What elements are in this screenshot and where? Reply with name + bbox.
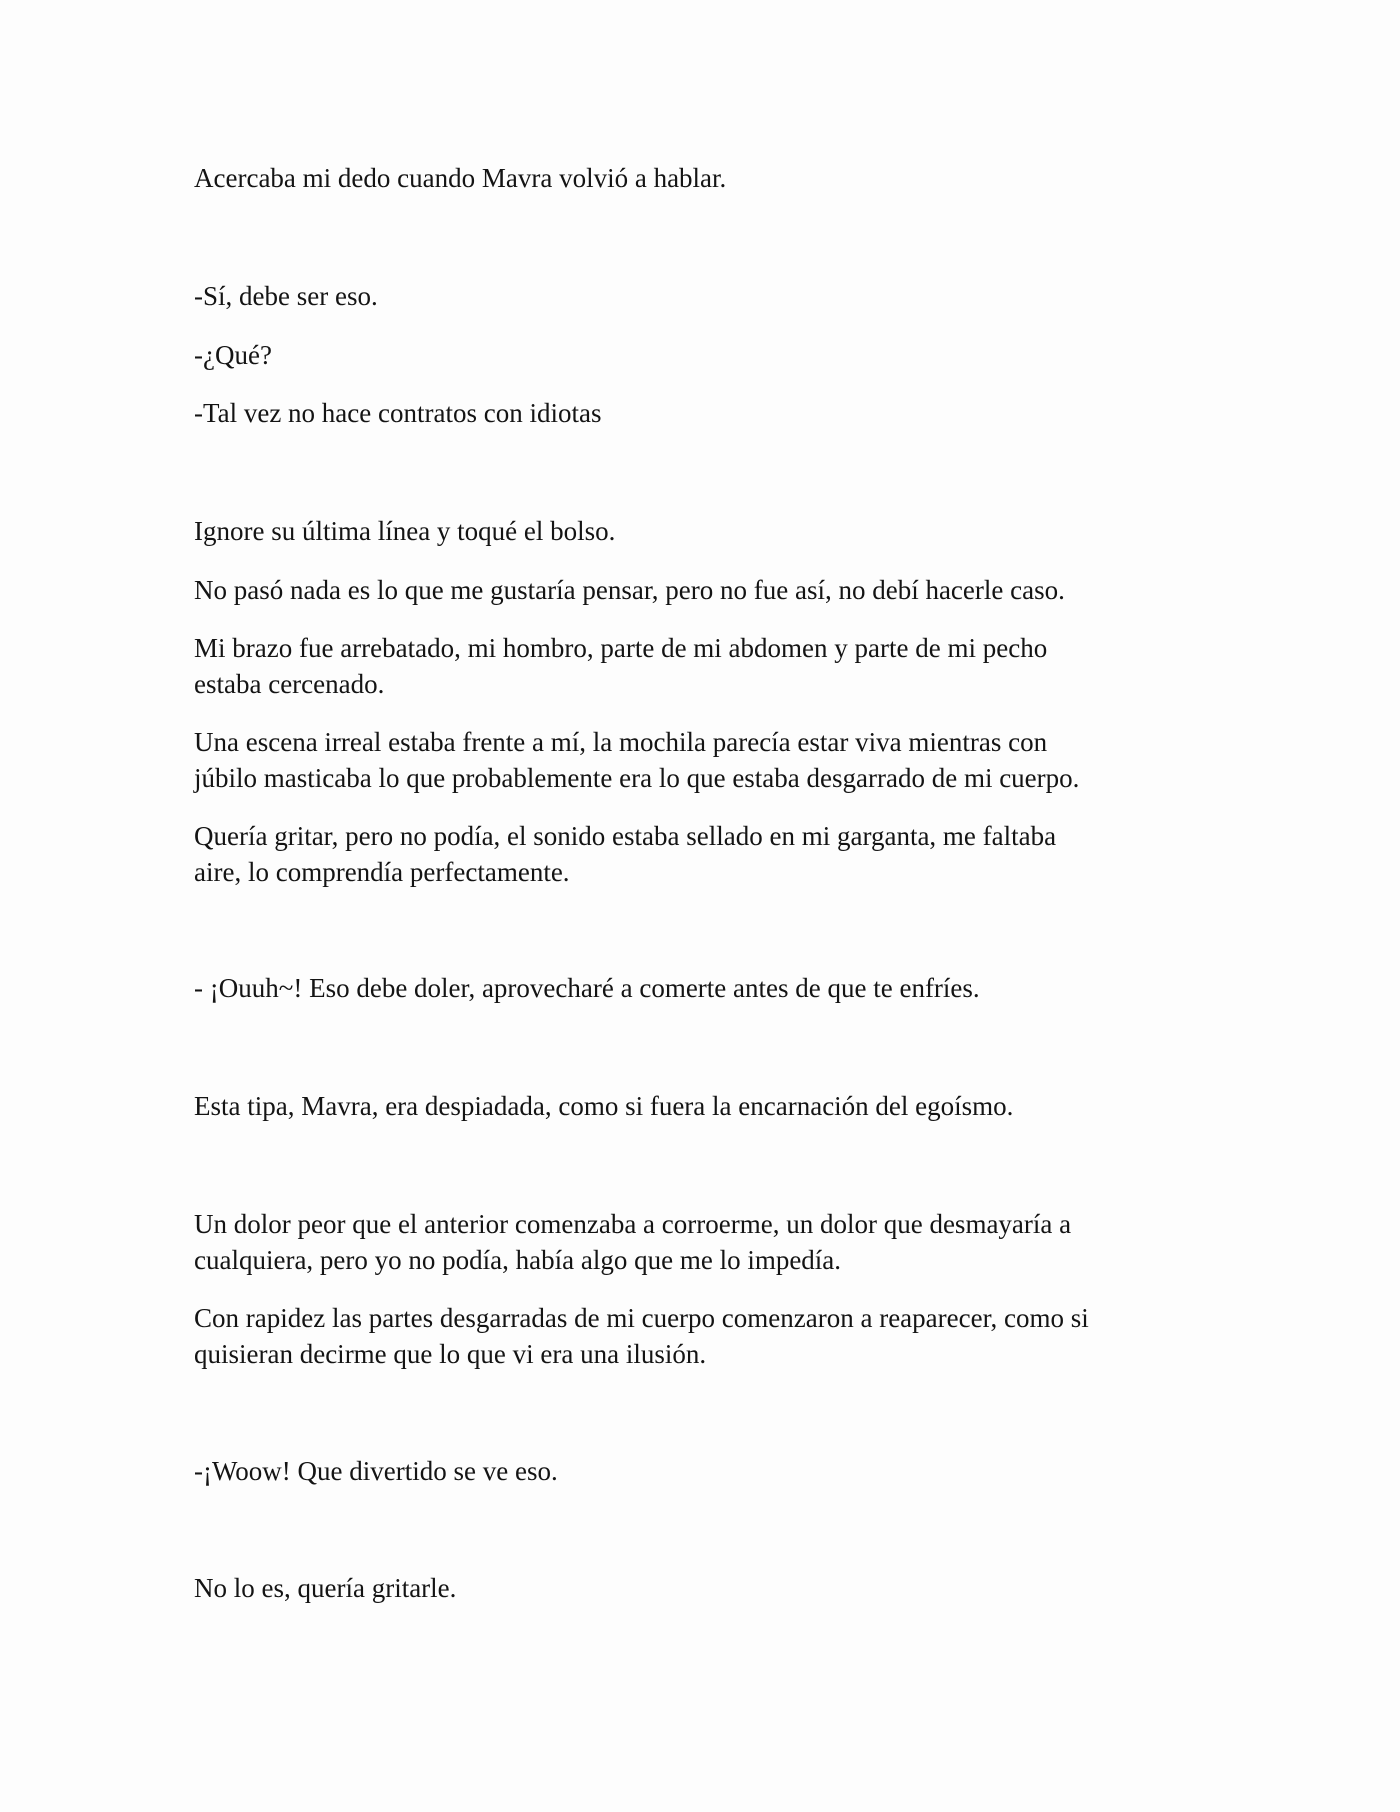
paragraph-8: Un dolor peor que el anterior comenzaba a corroerme, un dolor que desmayaría a cualquiera, pero yo no podía, había algo que me lo impedía.: [194, 1209, 1072, 1275]
paragraph-4: Mi brazo fue arrebatado, mi hombro, parte de mi abdomen y parte de mi pecho estaba cercenado.: [194, 633, 1048, 699]
dialogue-line-5: -¡Woow! Que divertido se ve eso.: [194, 1456, 558, 1486]
paragraph-2: Ignore su última línea y toqué el bolso.: [194, 516, 616, 546]
paragraph-7: Esta tipa, Mavra, era despiadada, como si fuera la encarnación del egoísmo.: [194, 1091, 1014, 1121]
dialogue-line-3: -Tal vez no hace contratos con idiotas: [194, 398, 602, 428]
dialogue-line-4: - ¡Ouuh~! Eso debe doler, aprovecharé a comerte antes de que te enfríes.: [194, 973, 980, 1003]
paragraph-1: Acercaba mi dedo cuando Mavra volvió a hablar.: [194, 163, 727, 193]
dialogue-line-1: -Sí, debe ser eso.: [194, 281, 378, 311]
paragraph-9: Con rapidez las partes desgarradas de mi cuerpo comenzaron a reaparecer, como si quisieran decirme que lo que vi era una ilusión.: [194, 1303, 1089, 1369]
dialogue-line-2: -¿Qué?: [194, 340, 272, 370]
paragraph-6: Quería gritar, pero no podía, el sonido estaba sellado en mi garganta, me faltaba aire, lo comprendía perfectamente.: [194, 821, 1057, 887]
paragraph-5: Una escena irreal estaba frente a mí, la mochila parecía estar viva mientras con júbilo masticaba lo que probablemente era lo que estaba desgarrado de mi cuerpo.: [194, 727, 1080, 793]
paragraph-10: No lo es, quería gritarle.: [194, 1573, 457, 1603]
paragraph-3: No pasó nada es lo que me gustaría pensar, pero no fue así, no debí hacerle caso.: [194, 575, 1065, 605]
